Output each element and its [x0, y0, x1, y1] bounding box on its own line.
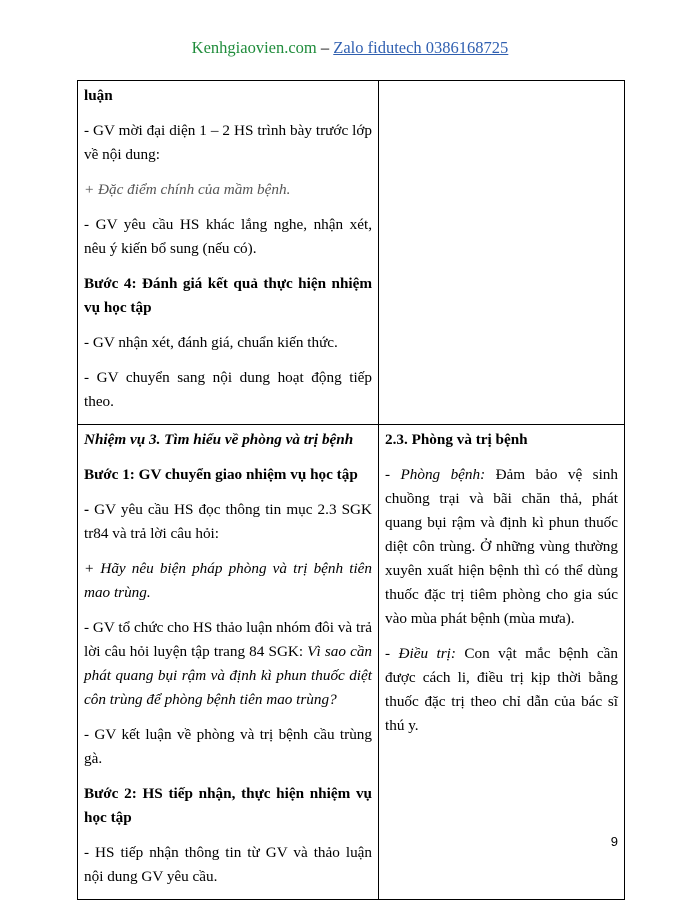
practice-question: Vì sao cần phát quang bụi rậm và định kì phun thuốc diệt côn trùng để phòng bệnh tiên mao trùng?	[84, 643, 373, 708]
paragraph-text: GV yêu cầu HS đọc thông tin mục 2.3 SGK tr84 và trả lời câu hỏi:	[84, 501, 372, 542]
paragraph: - GV kết luận về phòng và trị bệnh cầu trùng gà.	[84, 726, 372, 767]
paragraph	[385, 463, 618, 631]
paragraph	[84, 616, 372, 712]
step-title: Bước 4: Đánh giá kết quả thực hiện nhiệm vụ học tập	[84, 275, 372, 316]
paragraph: - GV chuyển sang nội dung hoạt động tiếp theo.	[84, 369, 372, 410]
table-row	[78, 81, 625, 425]
header-separator: –	[316, 38, 334, 57]
step-title: Bước 2: HS tiếp nhận, thực hiện nhiệm vụ học tập	[84, 785, 372, 826]
paragraph: - GV nhận xét, đánh giá, chuẩn kiến thức.	[84, 334, 338, 351]
task-title: Nhiệm vụ 3. Tìm hiểu về phòng và trị bệnh	[84, 431, 354, 448]
paragraph-text: - GV tổ chức cho HS thảo luận nhóm đôi và trả lời câu hỏi luyện tập trang 84 SGK:	[84, 619, 372, 660]
activity-cell	[78, 81, 379, 425]
question: + Hãy nêu biện pháp phòng và trị bệnh tiên mao trùng.	[84, 560, 372, 601]
term-label: - Phòng bệnh:	[385, 466, 486, 483]
paragraph	[84, 498, 372, 546]
section-title: 2.3. Phòng và trị bệnh	[385, 431, 528, 448]
paragraph-text: Đảm bảo vệ sinh chuồng trại và bãi chăn thả, phát quang bụi rậm và định kì phun thuốc diệt côn trùng. Ở những vùng thường xuyên xuất hiện bệnh thì có thể dùng thuốc đặc trị tiêm phòng cho gia súc vào mùa phát bệnh (mùa mưa).	[385, 466, 618, 627]
continued-heading: luận	[84, 87, 113, 104]
paragraph-text: Con vật mắc bệnh cần được cách li, điều trị kịp thời bằng thuốc đặc trị theo chỉ dẫn của bác sĩ thú y.	[385, 645, 618, 734]
product-cell	[379, 425, 625, 900]
term-label: - Điều trị:	[385, 645, 456, 662]
site-name: Kenhgiaovien.com	[191, 38, 317, 57]
content-point: + Đặc điểm chính của mầm bệnh.	[84, 181, 291, 198]
paragraph: - GV yêu cầu HS khác lắng nghe, nhận xét, nêu ý kiến bổ sung (nếu có).	[84, 216, 372, 257]
page-header	[0, 38, 700, 58]
lesson-table	[77, 80, 625, 900]
paragraph: - HS tiếp nhận thông tin từ GV và thảo luận nội dung GV yêu cầu.	[84, 844, 372, 885]
paragraph: - GV mời đại diện 1 – 2 HS trình bày trước lớp về nội dung:	[84, 122, 372, 163]
page-number: 9	[610, 834, 618, 849]
table-row	[78, 425, 625, 900]
activity-cell	[78, 425, 379, 900]
step-title: Bước 1: GV chuyển giao nhiệm vụ học tập	[84, 466, 358, 483]
paragraph	[385, 642, 618, 738]
bullet-dash: -	[84, 501, 95, 518]
product-cell	[379, 81, 625, 425]
contact-link[interactable]: Zalo fidutech 0386168725	[333, 38, 509, 57]
